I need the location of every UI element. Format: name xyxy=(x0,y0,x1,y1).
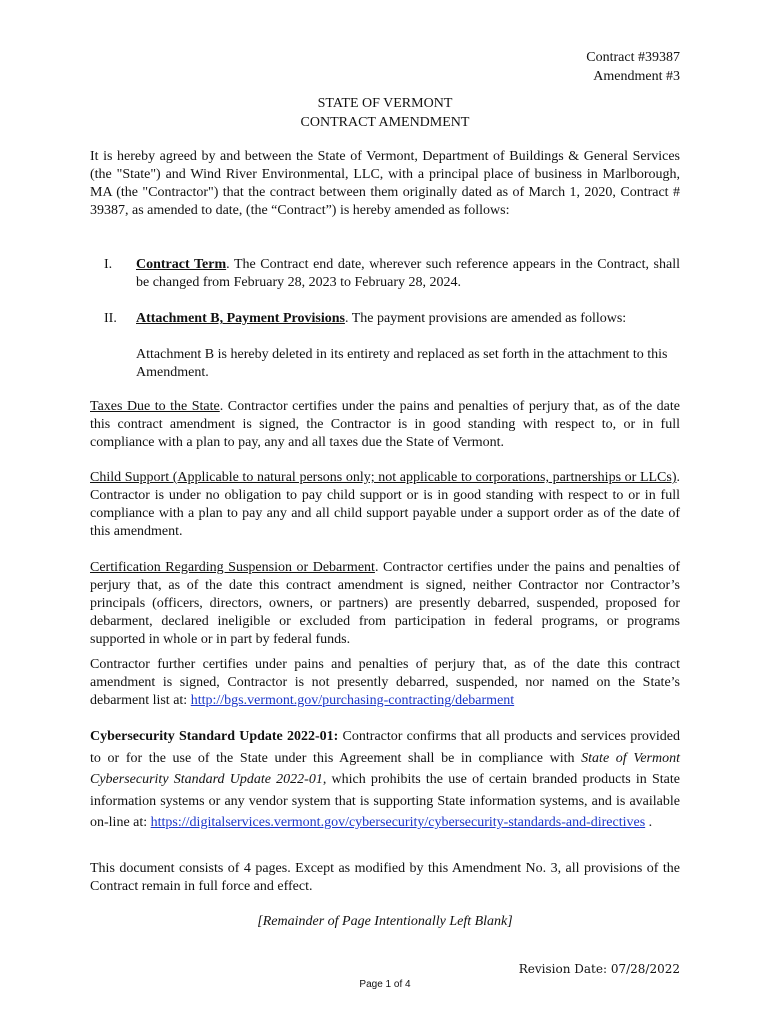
intro-paragraph: It is hereby agreed by and between the State of Vermont, Department of Buildings & General Services (the "State") and Wind River Environmental, LLC, with a principal place of business in Marlborough, MA (the "Contractor") that the contract between them originally dated as of March 1, 2020, Contract # 39387, as amended to date, (the “Contract”) is hereby amended as follows: xyxy=(90,149,680,218)
cyber-standard-title: State of Vermont Cybersecurity Standard Update 2022-01 xyxy=(90,750,681,787)
cyber-tail: . xyxy=(645,815,653,830)
item-1-text xyxy=(136,256,680,292)
cyber-heading: Cybersecurity Standard Update 2022-01: xyxy=(90,729,339,744)
cyber-standards-link[interactable]: https://digitalservices.vermont.gov/cybersecurity/cybersecurity-standards-and-directives xyxy=(150,815,646,830)
taxes-paragraph xyxy=(90,398,680,452)
cybersecurity-paragraph xyxy=(90,726,680,834)
debarment-list-link[interactable]: http://bgs.vermont.gov/purchasing-contracting/debarment xyxy=(190,693,515,708)
taxes-body: . Contractor certifies under the pains and penalties of perjury that, as of the date this contract amendment is signed, the Contractor is in good standing with respect to, or in full compliance with a plan to pay, any and all taxes due the State of Vermont. xyxy=(90,399,680,450)
debarment-further-paragraph xyxy=(90,656,680,710)
item-2-heading: Attachment B, Payment Provisions xyxy=(136,311,345,326)
item-1-heading: Contract Term xyxy=(136,257,227,272)
cyber-text-2: , which prohibits the use of certain branded products in State information systems or any vendor system that is supporting State information systems, and is available on-line at: xyxy=(90,772,680,830)
child-support-body: . Contractor is under no obligation to pay child support or is in good standing with respect to or in full compliance with a plan to pay any and all child support payable under a support order as of the date of this amendment. xyxy=(90,470,680,539)
item-1-body: . The Contract end date, wherever such reference appears in the Contract, shall be changed from February 28, 2023 to February 28, 2024. xyxy=(136,257,680,290)
item-1-numeral: I. xyxy=(104,257,113,272)
debarment-body: . Contractor certifies under the pains and penalties of perjury that, as of the date this contract amendment is signed, neither Contractor nor Contractor’s principals (officers, directors, owners, or partners) are presently debarred, suspended, proposed for debarment, declared ineligible or excluded from participation in federal programs, or programs supported in whole or in part by federal funds. xyxy=(90,560,680,647)
remainder-blank-note: [Remainder of Page Intentionally Left Blank] xyxy=(257,914,513,929)
child-support-paragraph xyxy=(90,469,680,541)
taxes-heading: Taxes Due to the State xyxy=(90,399,220,414)
amendment-number: Amendment #3 xyxy=(593,69,680,84)
item-2-numeral: II. xyxy=(104,311,117,326)
title-line-1: STATE OF VERMONT xyxy=(317,96,453,111)
closing-paragraph: This document consists of 4 pages. Except as modified by this Amendment No. 3, all provisions of the Contract remain in full force and effect. xyxy=(90,861,680,894)
debarment-heading: Certification Regarding Suspension or Debarment xyxy=(90,560,375,575)
debarment-further-text: Contractor further certifies under pains and penalties of perjury that, as of the date this contract amendment is signed, Contractor is not presently debarred, suspended, nor named on the State’s debarment list at: xyxy=(90,657,680,708)
contract-number: Contract #39387 xyxy=(586,50,680,65)
document-title xyxy=(0,94,770,132)
title-line-2: CONTRACT AMENDMENT xyxy=(300,115,470,130)
contract-header xyxy=(586,48,680,86)
child-support-heading: Child Support (Applicable to natural persons only; not applicable to corporations, partnerships or LLCs) xyxy=(90,470,677,485)
item-2-text xyxy=(136,310,680,328)
debarment-paragraph xyxy=(90,559,680,649)
cyber-text-1: Contractor confirms that all products and services provided to or for the use of the State under this Agreement shall be in compliance with xyxy=(90,729,681,766)
item-2-subtext: Attachment B is hereby deleted in its entirety and replaced as set forth in the attachment to this Amendment. xyxy=(136,347,668,380)
page-number: Page 1 of 4 xyxy=(359,979,411,990)
item-2-body: . The payment provisions are amended as follows: xyxy=(344,311,627,326)
revision-date: Revision Date: 07/28/2022 xyxy=(518,962,680,976)
